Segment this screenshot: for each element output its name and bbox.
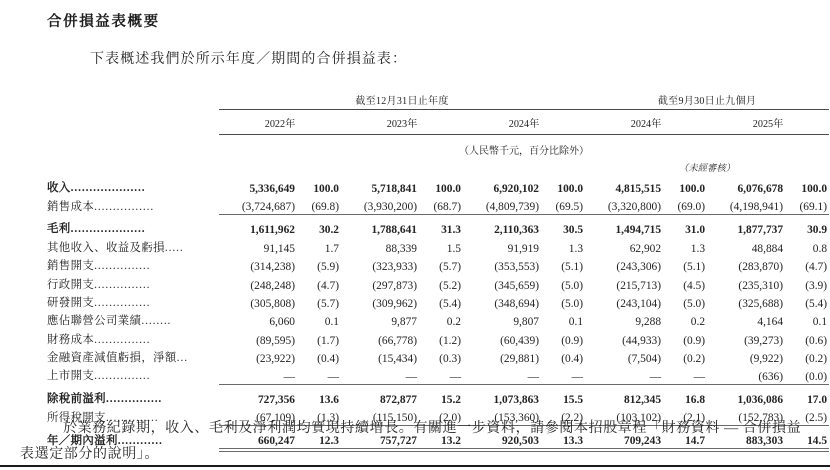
percent-cell: 14.7 [685, 435, 706, 448]
amount-cell: 9,288 [635, 316, 662, 329]
row-label-text: 所得稅開支 [47, 411, 106, 424]
leader-dots: ............... [94, 333, 151, 346]
amount-cell: 91,145 [263, 242, 295, 255]
leader-dots: .................... [70, 223, 146, 236]
percent-cell: 14.5 [807, 435, 828, 448]
amount-cell: (39,273) [744, 334, 784, 347]
percent-cell: (5.0) [561, 297, 584, 310]
amount-cell: (243,104) [616, 297, 662, 310]
amount-cell: 6,060 [269, 316, 295, 329]
group-header-1: 截至12月31日止年度 [355, 96, 449, 107]
amount-cell: 920,503 [501, 435, 539, 448]
row-label [47, 389, 219, 407]
amount-cell: 4,164 [757, 316, 784, 329]
percent-cell: 0.1 [812, 316, 828, 329]
row-label-text: 應佔聯營公司業績 [47, 315, 142, 328]
amount-cell: 9,807 [513, 316, 539, 329]
percent-cell: (0.2) [683, 353, 706, 366]
row-label-text: 除稅前溢利 [47, 393, 106, 406]
table-row [47, 348, 829, 366]
percent-cell: (5.7) [439, 261, 461, 274]
leader-dots: .................... [70, 182, 146, 195]
amount-cell: 660,247 [257, 435, 295, 448]
amount-cell: (314,238) [250, 261, 295, 274]
amount-cell: (325,688) [738, 297, 784, 310]
amount-cell: 883,303 [746, 435, 784, 448]
amount-cell: (243,306) [616, 261, 662, 274]
amount-cell: (4,809,739) [485, 201, 539, 214]
percent-cell: (2.1) [683, 412, 706, 425]
leader-dots: ..... [164, 241, 184, 254]
percent-cell: — [571, 370, 584, 383]
percent-cell: (2.5) [805, 412, 828, 425]
amount-cell: 1,877,737 [737, 224, 784, 237]
amount-cell: (9,922) [749, 353, 784, 366]
amount-cell: 2,110,363 [494, 224, 539, 237]
table-row [47, 256, 829, 274]
row-label [47, 293, 219, 311]
row-label [47, 348, 219, 366]
amount-cell: 1,494,715 [615, 224, 662, 237]
amount-cell: (353,553) [494, 261, 539, 274]
percent-cell: 100.0 [557, 183, 584, 196]
row-label-text: 毛利 [47, 223, 71, 236]
row-label-text: 年／期內溢利 [47, 434, 118, 447]
percent-cell: — [693, 370, 706, 383]
percent-cell: (0.6) [805, 334, 828, 347]
table-row [47, 196, 829, 214]
amount-cell: (3,320,800) [607, 201, 662, 214]
amount-cell: — [649, 370, 662, 383]
leader-dots: ............ [117, 434, 163, 447]
percent-cell: (1.3) [317, 412, 339, 425]
leader-dots: ................ [94, 200, 155, 213]
amount-cell: (60,439) [500, 334, 539, 347]
percent-cell: 30.9 [807, 224, 828, 237]
percent-cell: 31.0 [685, 224, 706, 237]
table-row [47, 293, 829, 311]
row-label-text: 其他收入、收益及虧損 [47, 241, 165, 254]
percent-cell: (4.7) [805, 261, 828, 274]
group-header-2: 截至9月30日止九個月 [657, 96, 757, 107]
amount-cell: (44,933) [622, 334, 662, 347]
row-label [47, 256, 219, 274]
percent-cell: 0.1 [324, 316, 339, 329]
percent-cell: (0.9) [683, 334, 706, 347]
row-label [47, 274, 219, 292]
percent-cell: (69.0) [677, 201, 706, 214]
page-title: 合併損益表概要 [47, 14, 160, 30]
amount-cell: (115,150) [372, 412, 417, 425]
percent-cell: (0.0) [805, 370, 828, 383]
amount-cell: (23,922) [256, 353, 295, 366]
amount-cell: (7,504) [627, 353, 662, 366]
amount-cell: (103,102) [616, 412, 662, 425]
table-row [47, 274, 829, 292]
amount-cell: (4,198,941) [729, 201, 784, 214]
leader-dots: ........ [141, 315, 172, 328]
percent-cell: 16.8 [685, 394, 706, 407]
year-header-1: 2022年 [264, 119, 296, 130]
percent-cell: 15.5 [563, 394, 584, 407]
percent-cell: 1.3 [568, 242, 584, 255]
amount-cell: (305,808) [250, 297, 295, 310]
percent-cell: (4.7) [317, 279, 339, 292]
income-statement-table [47, 92, 829, 452]
amount-cell: 709,243 [624, 435, 662, 448]
amount-cell: (297,873) [372, 279, 417, 292]
amount-cell: (152,783) [738, 412, 784, 425]
amount-cell: 1,788,641 [371, 224, 417, 237]
amount-cell: 48,884 [751, 242, 784, 255]
amount-cell: 6,920,102 [493, 183, 539, 196]
amount-cell: 1,611,962 [250, 224, 295, 237]
percent-cell: 17.0 [807, 394, 828, 407]
percent-cell: (5.1) [561, 261, 584, 274]
amount-cell: (15,434) [378, 353, 417, 366]
amount-cell: (248,248) [250, 279, 295, 292]
percent-cell: 100.0 [679, 183, 706, 196]
amount-cell: (636) [758, 370, 784, 383]
percent-cell: (4.5) [683, 279, 706, 292]
percent-cell: (5.0) [683, 297, 706, 310]
row-label-text: 財務成本 [47, 333, 95, 346]
leader-dots: ............... [94, 370, 151, 383]
percent-cell: (68.7) [433, 201, 461, 214]
percent-cell: 13.6 [319, 394, 339, 407]
amount-cell: — [527, 370, 539, 383]
amount-cell: 872,877 [379, 394, 417, 407]
row-label-text: 收入 [47, 182, 71, 195]
percent-cell: 0.1 [568, 316, 584, 329]
amount-cell: — [283, 370, 295, 383]
percent-cell: (0.4) [317, 353, 339, 366]
percent-cell: (1.2) [439, 334, 461, 347]
amount-cell: 757,727 [379, 435, 417, 448]
row-label [47, 311, 219, 329]
row-label [47, 238, 219, 256]
amount-cell: 812,345 [624, 394, 662, 407]
percent-cell: (1.7) [317, 334, 339, 347]
percent-cell: 0.2 [446, 316, 461, 329]
amount-cell: (283,870) [738, 261, 784, 274]
table-row [47, 311, 829, 329]
amount-cell: 5,336,649 [249, 183, 295, 196]
row-label [47, 366, 219, 384]
percent-cell: (0.2) [805, 353, 828, 366]
amount-cell: (215,713) [616, 279, 662, 292]
row-label-text: 銷售成本 [47, 200, 95, 213]
income-statement-table-wrapper [47, 92, 827, 452]
percent-cell: 13.2 [441, 435, 461, 448]
amount-cell: (323,933) [372, 261, 417, 274]
percent-cell: (5.2) [439, 279, 461, 292]
percent-cell: (0.4) [561, 353, 584, 366]
row-label [47, 178, 219, 196]
percent-cell: (2.2) [561, 412, 584, 425]
amount-cell: (67,109) [256, 412, 295, 425]
percent-cell: 100.0 [435, 183, 461, 196]
leader-dots: ............... [94, 260, 151, 273]
percent-cell: 0.2 [690, 316, 706, 329]
percent-cell: 1.7 [324, 242, 339, 255]
unaudited-note: （未經審核） [678, 164, 736, 174]
percent-cell: (5.1) [683, 261, 706, 274]
percent-cell: (69.5) [555, 201, 584, 214]
percent-cell: 31.3 [441, 224, 461, 237]
percent-cell: 12.3 [319, 435, 339, 448]
year-header-5: 2025年 [752, 119, 784, 130]
percent-cell: (0.3) [439, 353, 461, 366]
percent-cell: 100.0 [313, 183, 339, 196]
page-bottom-rule [0, 465, 830, 467]
intro-paragraph: 下表概述我們於所示年度／期間的合併損益表： [90, 52, 408, 67]
leader-dots: ............... [105, 393, 163, 406]
amount-cell: 91,919 [507, 242, 539, 255]
leader-dots: ............... [94, 296, 151, 309]
table-row [47, 219, 829, 237]
percent-cell: (3.9) [805, 279, 828, 292]
percent-cell: 13.3 [563, 435, 584, 448]
amount-cell: 9,877 [391, 316, 417, 329]
amount-cell: — [405, 370, 417, 383]
amount-cell: 88,339 [385, 242, 417, 255]
percent-cell: (5.9) [317, 261, 339, 274]
table-row [47, 330, 829, 348]
percent-cell: (5.4) [805, 297, 828, 310]
amount-cell: 5,718,841 [371, 183, 417, 196]
row-label [47, 219, 219, 237]
row-label-text: 行政開支 [47, 278, 95, 291]
row-label [47, 330, 219, 348]
amount-cell: (89,595) [256, 334, 295, 347]
percent-cell: (69.1) [799, 201, 828, 214]
percent-cell: (5.0) [561, 279, 584, 292]
percent-cell: 0.8 [812, 242, 828, 255]
amount-cell: 6,076,678 [737, 183, 784, 196]
amount-cell: 1,036,086 [737, 394, 784, 407]
percent-cell: — [449, 370, 461, 383]
percent-cell: (2.0) [439, 412, 461, 425]
amount-cell: (3,724,687) [241, 201, 295, 214]
percent-cell: (5.7) [317, 297, 339, 310]
header-corner [47, 92, 219, 110]
amount-cell: (153,360) [494, 412, 539, 425]
percent-cell: 30.5 [563, 224, 584, 237]
percent-cell: (5.4) [439, 297, 461, 310]
amount-cell: 1,073,863 [493, 394, 539, 407]
percent-cell: (0.9) [561, 334, 584, 347]
amount-cell: (309,962) [372, 297, 417, 310]
row-label-text: 研發開支 [47, 296, 95, 309]
percent-cell: 1.3 [690, 242, 706, 255]
year-header-2: 2023年 [386, 119, 418, 130]
amount-cell: (3,930,200) [363, 201, 417, 214]
amount-cell: (29,881) [500, 353, 539, 366]
amount-cell: (66,778) [378, 334, 417, 347]
row-label-text: 上市開支 [47, 370, 95, 383]
percent-cell: — [327, 370, 339, 383]
leader-dots: .............. [105, 411, 159, 424]
leader-dots: ............... [94, 278, 151, 291]
amount-cell: (348,694) [494, 297, 539, 310]
amount-cell: (235,310) [738, 279, 784, 292]
amount-cell: (345,659) [494, 279, 539, 292]
row-label [47, 196, 219, 214]
percent-cell: 1.5 [446, 242, 461, 255]
row-label-text: 金融資產減值虧損，淨額 [47, 352, 177, 365]
closing-paragraph: 於業務紀錄期，收入、毛利及淨利潤均實現持續增長。有關進一步資料，請參閱本招股章程「財務資料 — 合併損益表選定部分的說明」。 [20, 421, 802, 462]
year-header-4: 2024年 [630, 119, 662, 130]
table-row [47, 178, 829, 196]
percent-cell: 100.0 [801, 183, 828, 196]
table-row [47, 366, 829, 384]
percent-cell: (69.8) [311, 201, 339, 214]
row-label-text: 銷售開支 [47, 260, 95, 273]
percent-cell: 15.2 [441, 394, 461, 407]
amount-cell: 62,902 [629, 242, 662, 255]
table-row [47, 238, 829, 256]
amount-cell: 727,356 [257, 394, 295, 407]
year-header-3: 2024年 [508, 119, 540, 130]
table-row [47, 389, 829, 407]
amount-cell: 4,815,515 [615, 183, 662, 196]
units-note: （人民幣千元，百分比除外） [459, 146, 590, 157]
percent-cell: 30.2 [319, 224, 339, 237]
leader-dots: ... [176, 352, 188, 365]
